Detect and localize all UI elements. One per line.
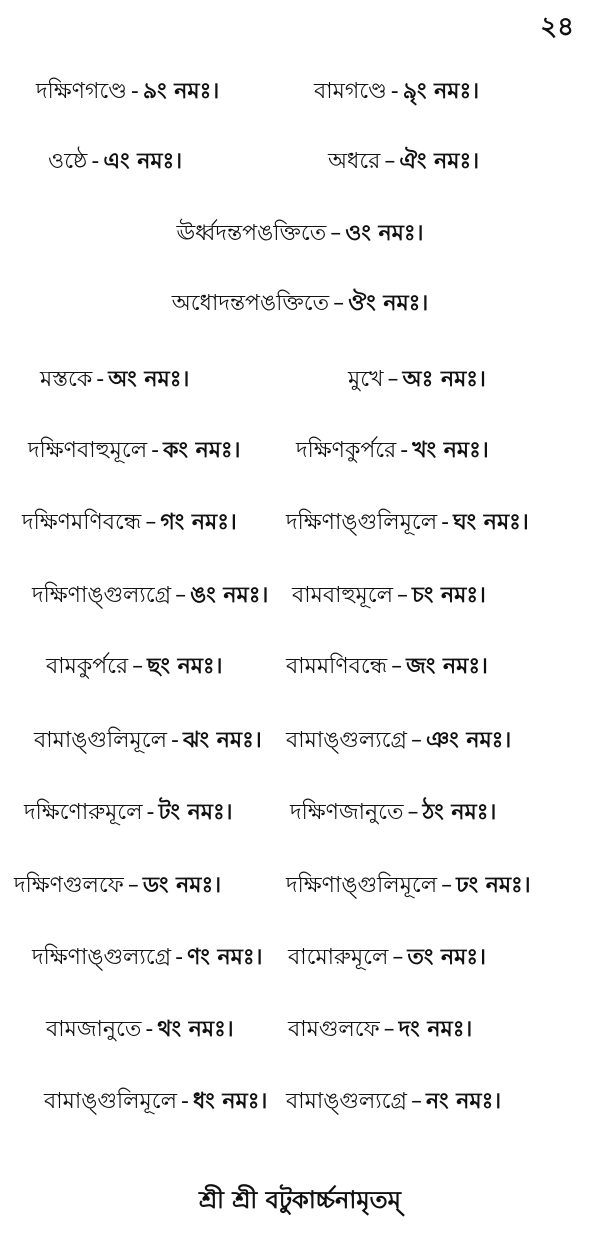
dash: – xyxy=(383,1016,395,1042)
nyasa-right xyxy=(290,795,496,832)
mantra-text: ঝং নমঃ। xyxy=(182,727,262,753)
dash: - xyxy=(441,509,450,535)
nyasa-left xyxy=(48,144,182,181)
body-part-label: ঊর্ধ্বদন্তপঙক্তিতে xyxy=(176,220,327,246)
dash: – xyxy=(391,653,403,679)
nyasa-left xyxy=(44,1084,267,1121)
body-part-label: দক্ষিণগুলফে xyxy=(14,872,124,898)
dash: – xyxy=(387,366,399,392)
mantra-text: গং নমঃ। xyxy=(160,509,237,535)
nyasa-right xyxy=(286,505,529,542)
nyasa-left xyxy=(40,362,189,399)
nyasa-row xyxy=(0,431,600,471)
dash: - xyxy=(390,78,399,104)
mantra-text: অঃ নমঃ। xyxy=(402,366,486,392)
dash: - xyxy=(91,148,100,174)
mantra-text: খং নমঃ। xyxy=(412,437,489,463)
nyasa-right xyxy=(288,1012,472,1049)
nyasa-right xyxy=(292,578,486,615)
dash: - xyxy=(151,437,160,463)
mantra-text: ণং নমঃ। xyxy=(187,944,263,970)
body-part-label: দক্ষিণাঙ্গুল্যগ্রে xyxy=(32,582,172,608)
body-part-label: বামগুলফে xyxy=(288,1016,380,1042)
mantra-text: থং নমঃ। xyxy=(157,1016,234,1042)
body-part-label: অধরে xyxy=(328,148,381,174)
nyasa-left xyxy=(36,74,219,111)
mantra-text: এং নমঃ। xyxy=(103,148,183,174)
dash: – xyxy=(410,727,422,753)
mantra-text: ঘং নমঃ। xyxy=(453,509,529,535)
dash: – xyxy=(384,148,396,174)
dash: – xyxy=(132,653,144,679)
nyasa-row xyxy=(0,938,600,978)
body-part-label: অধোদন্তপঙক্তিতে xyxy=(171,290,330,316)
body-part-label: দক্ষিণোরুমূলে xyxy=(24,799,143,825)
nyasa-left xyxy=(46,1012,234,1049)
dash: – xyxy=(175,582,187,608)
dash: - xyxy=(171,727,179,753)
dash: - xyxy=(400,437,409,463)
mantra-text: তং নমঃ। xyxy=(407,944,486,970)
mantra-text: ঢং নমঃ। xyxy=(456,872,531,898)
nyasa-row xyxy=(0,72,600,112)
nyasa-row xyxy=(0,142,600,182)
body-part-label: ওষ্ঠে xyxy=(48,148,88,174)
body-part-label: বামোরুমূলে xyxy=(288,944,389,970)
nyasa-row xyxy=(0,647,600,687)
mantra-text: দং নমঃ। xyxy=(398,1016,473,1042)
dash: – xyxy=(145,509,157,535)
body-part-label: বামবাহুমূলে xyxy=(292,582,393,608)
nyasa-right xyxy=(286,868,531,905)
nyasa-right xyxy=(286,723,511,760)
mantra-text: অং নমঃ। xyxy=(108,366,190,392)
mantra-text: ধং নমঃ। xyxy=(192,1088,268,1114)
book-title-footer: শ্রী শ্রী বটুকার্চ্চনামৃতম্ xyxy=(198,1186,402,1214)
nyasa-center xyxy=(172,286,429,323)
mantra-text: ৯ৃং নমঃ। xyxy=(402,78,480,104)
nyasa-left xyxy=(22,505,237,542)
nyasa-row xyxy=(0,576,600,616)
nyasa-left xyxy=(24,795,233,832)
dash: - xyxy=(181,1088,189,1114)
mantra-text: নং নমঃ। xyxy=(425,1088,502,1114)
dash: – xyxy=(407,799,419,825)
body-part-label: বামাঙ্গুলিমূলে xyxy=(44,1088,178,1114)
nyasa-row xyxy=(0,866,600,906)
mantra-text: ডং নমঃ। xyxy=(142,872,222,898)
nyasa-right xyxy=(328,144,479,181)
dash: – xyxy=(333,290,345,316)
mantra-text: ঔং নমঃ। xyxy=(348,290,429,316)
nyasa-right xyxy=(288,940,486,977)
nyasa-row xyxy=(0,214,600,254)
body-part-label: বামজানুতে xyxy=(46,1016,142,1042)
nyasa-row xyxy=(0,1082,600,1122)
dash: – xyxy=(392,944,404,970)
dash: - xyxy=(146,799,155,825)
nyasa-right xyxy=(296,433,489,470)
nyasa-right xyxy=(286,649,488,686)
nyasa-row xyxy=(0,1010,600,1050)
body-part-label: বামাঙ্গুলিমূলে xyxy=(34,727,168,753)
dash: – xyxy=(330,220,342,246)
mantra-text: ঐং নমঃ। xyxy=(399,148,480,174)
body-part-label: বামাঙ্গুল্যগ্রে xyxy=(286,727,407,753)
body-part-label: বামমণিবন্ধে xyxy=(286,653,388,679)
nyasa-left xyxy=(14,868,221,905)
body-part-label: দক্ষিণাঙ্গুলিমূলে xyxy=(286,872,438,898)
dash: – xyxy=(396,582,408,608)
nyasa-row xyxy=(0,360,600,400)
nyasa-right xyxy=(314,74,479,111)
body-part-label: দক্ষিণমণিবন্ধে xyxy=(22,509,142,535)
body-part-label: বামকুর্পরে xyxy=(46,653,129,679)
body-part-label: বামগণ্ডে xyxy=(314,78,387,104)
body-part-label: দক্ষিণগণ্ডে xyxy=(36,78,127,104)
nyasa-center xyxy=(176,216,423,253)
mantra-text: ছং নমঃ। xyxy=(147,653,223,679)
nyasa-right xyxy=(286,1084,501,1121)
nyasa-left xyxy=(34,723,262,760)
dash: – xyxy=(127,872,139,898)
nyasa-row xyxy=(0,793,600,833)
body-part-label: দক্ষিণাঙ্গুলিমূলে xyxy=(286,509,438,535)
nyasa-left xyxy=(32,578,268,615)
mantra-text: টং নমঃ। xyxy=(158,799,233,825)
mantra-text: ঠং নমঃ। xyxy=(422,799,497,825)
mantra-text: ঙং নমঃ। xyxy=(190,582,269,608)
nyasa-left xyxy=(28,433,241,470)
body-part-label: দক্ষিণবাহুমূলে xyxy=(28,437,148,463)
body-part-label: দক্ষিণজানুতে xyxy=(290,799,404,825)
dash: - xyxy=(145,1016,154,1042)
mantra-text: জং নমঃ। xyxy=(406,653,488,679)
mantra-text: ঞং নমঃ। xyxy=(425,727,512,753)
body-part-label: দক্ষিণাঙ্গুল্যগ্রে xyxy=(32,944,172,970)
mantra-text: চং নমঃ। xyxy=(411,582,486,608)
nyasa-left xyxy=(32,940,262,977)
mantra-text: ওং নমঃ। xyxy=(345,220,424,246)
dash: - xyxy=(130,78,139,104)
nyasa-row xyxy=(0,284,600,324)
nyasa-left xyxy=(46,649,223,686)
dash: - xyxy=(175,944,184,970)
mantra-text: ৯ং নমঃ। xyxy=(142,78,220,104)
dash: – xyxy=(410,1088,422,1114)
nyasa-row xyxy=(0,503,600,543)
nyasa-right xyxy=(348,362,486,399)
dash: – xyxy=(441,872,453,898)
mantra-text: কং নমঃ। xyxy=(163,437,241,463)
body-part-label: মুখে xyxy=(348,366,384,392)
body-part-label: দক্ষিণকুর্পরে xyxy=(296,437,397,463)
body-part-label: বামাঙ্গুল্যগ্রে xyxy=(286,1088,407,1114)
body-part-label: মস্তকে xyxy=(40,366,93,392)
page-number: ২৪ xyxy=(540,12,574,42)
dash: - xyxy=(96,366,105,392)
nyasa-row xyxy=(0,721,600,761)
